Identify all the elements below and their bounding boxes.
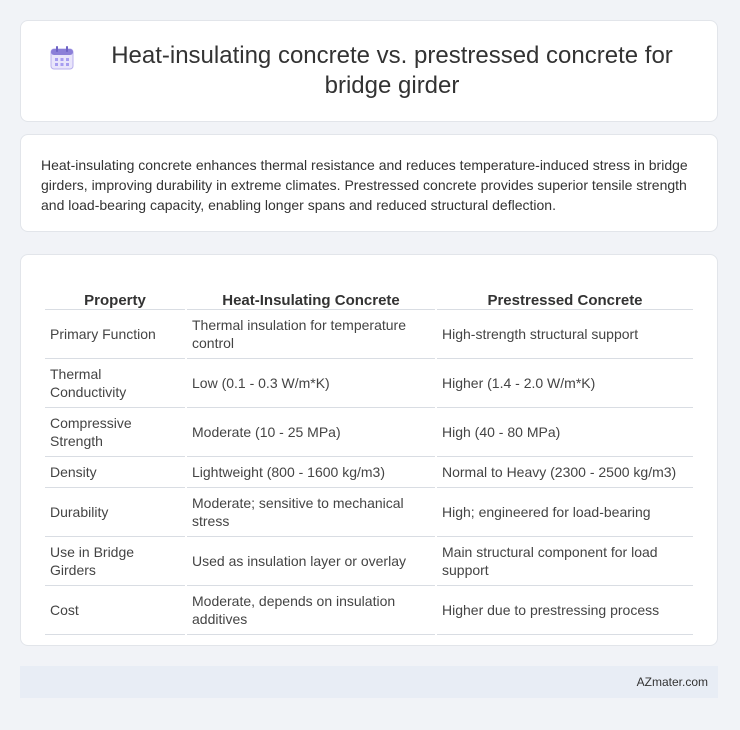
table-cell-property: Thermal Conductivity bbox=[45, 359, 185, 408]
table-cell-prestressed: High (40 - 80 MPa) bbox=[437, 408, 693, 457]
table-row bbox=[45, 537, 693, 586]
table-cell-property: Cost bbox=[45, 586, 185, 635]
calendar-icon bbox=[49, 45, 75, 71]
column-header-prestressed: Prestressed Concrete bbox=[437, 275, 693, 310]
table-header-row bbox=[45, 275, 693, 310]
table-cell-heat-insulating: Moderate; sensitive to mechanical stress bbox=[187, 488, 435, 537]
title-card bbox=[20, 20, 718, 122]
table-cell-heat-insulating: Thermal insulation for temperature control bbox=[187, 310, 435, 359]
table-cell-prestressed: High; engineered for load-bearing bbox=[437, 488, 693, 537]
table-row bbox=[45, 359, 693, 408]
comparison-table-card bbox=[20, 254, 718, 646]
table-cell-property: Use in Bridge Girders bbox=[45, 537, 185, 586]
page-title: Heat-insulating concrete vs. prestressed concrete for bridge girder bbox=[111, 42, 673, 99]
summary-text: Heat-insulating concrete enhances thermal resistance and reduces temperature-induced stress in bridge girders, improving durability in extreme climates. Prestressed concrete provides superior tensile strength and load-bearing capacity, enabling longer spans and reduced structural deflection. bbox=[41, 157, 688, 213]
table-cell-prestressed: Main structural component for load support bbox=[437, 537, 693, 586]
table-cell-property: Durability bbox=[45, 488, 185, 537]
table-row bbox=[45, 310, 693, 359]
table-cell-prestressed: Higher (1.4 - 2.0 W/m*K) bbox=[437, 359, 693, 408]
footer-brand[interactable]: AZmater.com bbox=[636, 675, 708, 689]
table-cell-heat-insulating: Lightweight (800 - 1600 kg/m3) bbox=[187, 457, 435, 488]
table-cell-heat-insulating: Moderate (10 - 25 MPa) bbox=[187, 408, 435, 457]
table-cell-heat-insulating: Used as insulation layer or overlay bbox=[187, 537, 435, 586]
table-row bbox=[45, 488, 693, 537]
title-wrap bbox=[49, 41, 689, 101]
table-cell-property: Primary Function bbox=[45, 310, 185, 359]
comparison-table bbox=[43, 275, 695, 635]
column-header-property: Property bbox=[45, 275, 185, 310]
table-row bbox=[45, 408, 693, 457]
column-header-heat-insulating: Heat-Insulating Concrete bbox=[187, 275, 435, 310]
table-cell-prestressed: Normal to Heavy (2300 - 2500 kg/m3) bbox=[437, 457, 693, 488]
footer-bar bbox=[20, 666, 718, 698]
table-cell-prestressed: Higher due to prestressing process bbox=[437, 586, 693, 635]
table-cell-heat-insulating: Low (0.1 - 0.3 W/m*K) bbox=[187, 359, 435, 408]
table-cell-prestressed: High-strength structural support bbox=[437, 310, 693, 359]
summary-card bbox=[20, 134, 718, 232]
table-cell-property: Density bbox=[45, 457, 185, 488]
table-cell-heat-insulating: Moderate, depends on insulation additives bbox=[187, 586, 435, 635]
table-cell-property: Compressive Strength bbox=[45, 408, 185, 457]
table-row bbox=[45, 586, 693, 635]
table-row bbox=[45, 457, 693, 488]
